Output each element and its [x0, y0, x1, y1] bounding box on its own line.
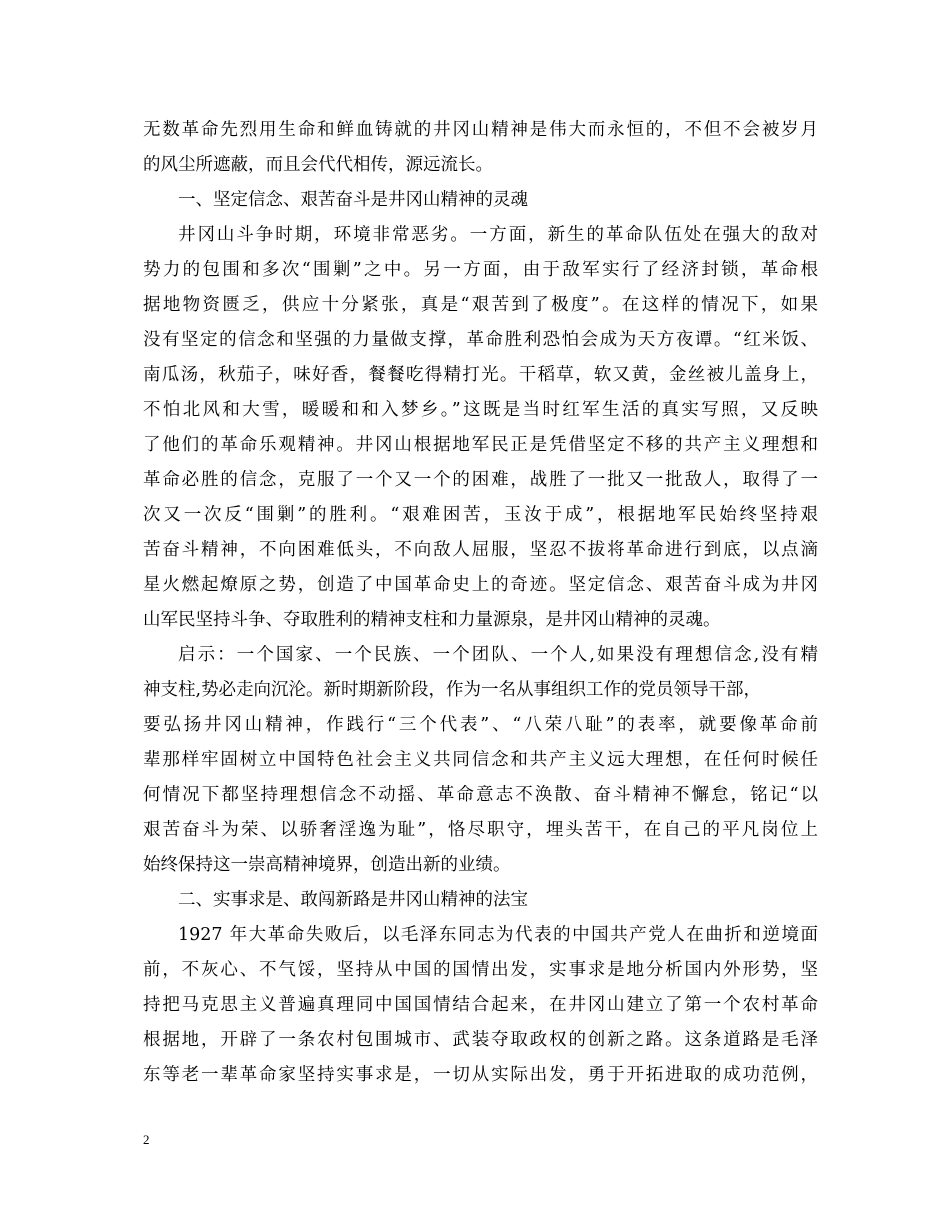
text-line: 要弘扬井冈山精神，作践行“三个代表”、“八荣八耻”的表率，就要像革命前 — [143, 715, 818, 735]
text-line: 何情况下都坚持理想信念不动摇、革命意志不涣散、奋斗精神不懈怠，铭记“以 — [143, 785, 818, 805]
text-line: 井冈山斗争时期，环境非常恶劣。一方面，新生的革命队伍处在强大的敌对 — [178, 225, 818, 245]
text-line: 的风尘所遮蔽，而且会代代相传，源远流长。 — [143, 155, 493, 175]
text-line: 艰苦奋斗为荣、以骄奢淫逸为耻”，恪尽职守，埋头苦干，在自己的平凡岗位上 — [143, 820, 818, 840]
text-line: 东等老一辈革命家坚持实事求是，一切从实际出发，勇于开拓进取的成功范例， — [143, 1065, 818, 1085]
text-line: 不怕北风和大雪，暖暖和和入梦乡。”这既是当时红军生活的真实写照，又反映 — [143, 400, 818, 420]
text-line: 二、实事求是、敢闯新路是井冈山精神的法宝 — [178, 890, 528, 910]
document-body — [143, 113, 818, 1093]
text-line: 势力的包围和多次“围剿”之中。另一方面，由于敌军实行了经济封锁，革命根 — [143, 260, 818, 280]
text-line: 始终保持这一崇高精神境界，创造出新的业绩。 — [143, 855, 511, 875]
text-line: 一、坚定信念、艰苦奋斗是井冈山精神的灵魂 — [178, 190, 528, 210]
text-line: 山军民坚持斗争、夺取胜利的精神支柱和力量源泉，是井冈山精神的灵魂。 — [143, 610, 721, 630]
text-line: 星火燃起燎原之势，创造了中国革命史上的奇迹。坚定信念、艰苦奋斗成为井冈 — [143, 575, 818, 595]
text-line: 没有坚定的信念和坚强的力量做支撑，革命胜利恐怕会成为天方夜谭。“红米饭、 — [143, 330, 818, 350]
text-line: 启示：一个国家、一个民族、一个团队、一个人,如果没有理想信念,没有精 — [178, 645, 818, 665]
text-line: 辈那样牢固树立中国特色社会主义共同信念和共产主义远大理想，在任何时候任 — [143, 750, 818, 770]
text-line: 无数革命先烈用生命和鲜血铸就的井冈山精神是伟大而永恒的，不但不会被岁月 — [143, 120, 818, 140]
text-line: 次又一次反“围剿”的胜利。“艰难困苦，玉汝于成”，根据地军民始终坚持艰 — [143, 505, 818, 525]
text-line: 革命必胜的信念，克服了一个又一个的困难，战胜了一批又一批敌人，取得了一 — [143, 470, 818, 490]
text-line: 根据地，开辟了一条农村包围城市、武装夺取政权的创新之路。这条道路是毛泽 — [143, 1030, 818, 1050]
text-line: 前，不灰心、不气馁，坚持从中国的国情出发，实事求是地分析国内外形势，坚 — [143, 960, 818, 980]
text-line: 神支柱,势必走向沉沦。新时期新阶段，作为一名从事组织工作的党员领导干部， — [143, 680, 762, 700]
page-number: 2 — [143, 1132, 150, 1147]
text-line: 了他们的革命乐观精神。井冈山根据地军民正是凭借坚定不移的共产主义理想和 — [143, 435, 818, 455]
text-line: 持把马克思主义普遍真理同中国国情结合起来，在井冈山建立了第一个农村革命 — [143, 995, 818, 1015]
text-line: 南瓜汤，秋茄子，味好香，餐餐吃得精打光。干稻草，软又黄，金丝被儿盖身上， — [143, 365, 818, 385]
text-line: 苦奋斗精神，不向困难低头，不向敌人屈服，坚忍不拔将革命进行到底，以点滴 — [143, 540, 818, 560]
text-line: 据地物资匮乏，供应十分紧张，真是“艰苦到了极度”。在这样的情况下，如果 — [143, 295, 818, 315]
text-line: 1927 年大革命失败后，以毛泽东同志为代表的中国共产党人在曲折和逆境面 — [178, 925, 818, 945]
